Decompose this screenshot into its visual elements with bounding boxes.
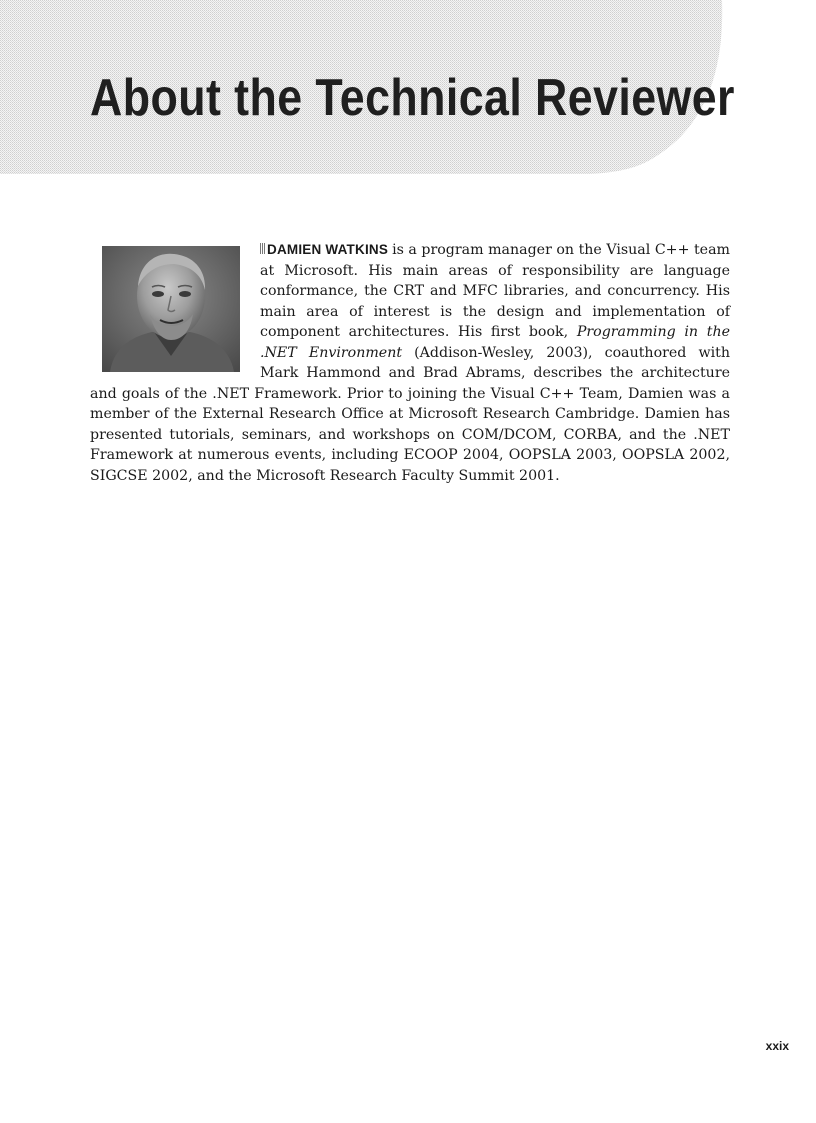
bio-text-part2: (Addison-Wesley, 2003), coauthored with Mark Hammond and Brad Abrams, describes the architecture and goals of the .NET Framework. Prior to joining the Visual C++ Team, Damien was a member of the External Research Office at Microsoft Research Cambridge. Damien has presented tutorials, seminars, and workshops on COM/DCOM, CORBA, and the .NET Framework at numerous events, including ECOOP 2004, OOPSLA 2003, OOPSLA 2002, SIGCSE 2002, and the Microsoft Research Faculty Summit 2001.	[90, 344, 730, 484]
header-band	[0, 0, 816, 180]
reviewer-name: DAMIEN WATKINS	[267, 242, 389, 257]
bio-text-part1: is a program manager on the Visual C++ team at Microsoft. His main areas of responsibility are language conformance, the CRT and MFC libraries, and concurrency. His main area of interest is the design and implementation of component architectures. His first book,	[260, 242, 730, 340]
reviewer-bio-section	[90, 240, 730, 486]
reviewer-photo	[102, 246, 240, 372]
book-title: Programming in the .NET Environment	[260, 324, 730, 361]
paragraph-marker-icon	[260, 243, 266, 254]
page-title: About the Technical Reviewer	[90, 69, 735, 127]
page-number: xxix	[765, 1039, 789, 1053]
